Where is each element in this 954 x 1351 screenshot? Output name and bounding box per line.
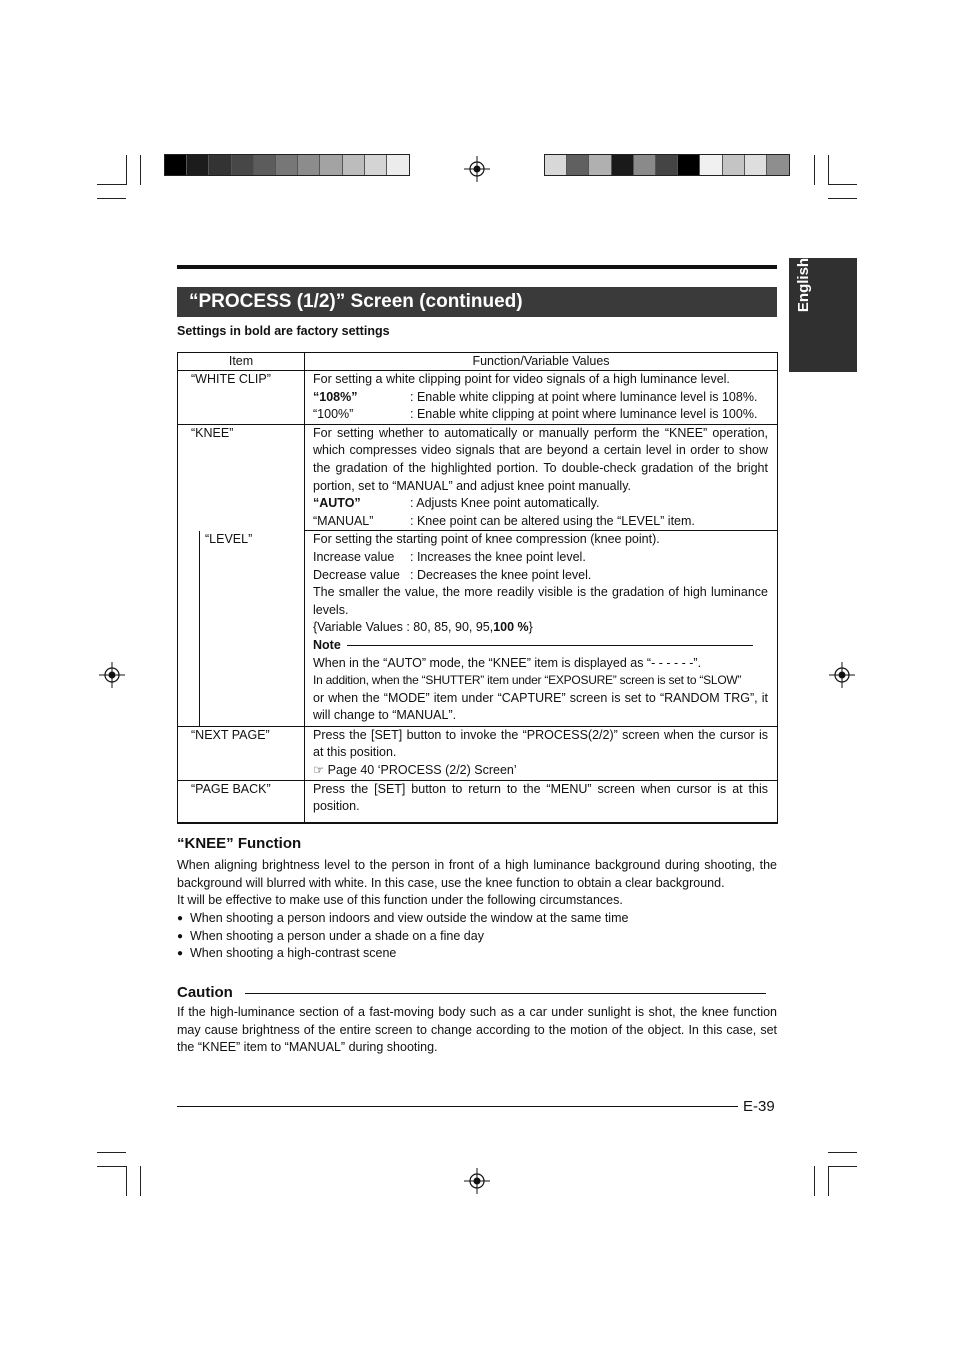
option-increase-desc: : Increases the knee point level. <box>410 549 586 564</box>
settings-note: Settings in bold are factory settings <box>177 324 390 338</box>
caution-rule <box>245 993 766 994</box>
function-next-page <box>305 726 778 780</box>
footer-rule <box>177 1106 738 1107</box>
settings-table <box>177 352 778 824</box>
color-swatch <box>767 155 789 175</box>
color-swatch-bar-right <box>544 154 790 176</box>
table-row-next-page <box>178 726 778 780</box>
option-decrease-desc: : Decreases the knee point level. <box>410 567 592 582</box>
color-swatch <box>165 155 187 175</box>
option-108: “108%” <box>313 389 358 404</box>
color-swatch <box>589 155 611 175</box>
color-swatch <box>678 155 700 175</box>
color-swatch <box>209 155 231 175</box>
color-swatch <box>320 155 342 175</box>
page-back-desc: Press the [SET] button to return to the “MENU” screen when cursor is at this position. <box>313 781 768 814</box>
color-swatch <box>545 155 567 175</box>
white-clip-desc: For setting a white clipping point for video signals of a high luminance level. <box>313 372 730 386</box>
color-swatch <box>254 155 276 175</box>
bullet-icon: ● <box>177 930 184 942</box>
function-level <box>305 531 778 727</box>
option-auto-desc: : Adjusts Knee point automatically. <box>410 496 600 511</box>
color-swatch <box>298 155 320 175</box>
crop-mark <box>140 155 141 185</box>
option-manual: “MANUAL” <box>313 513 374 528</box>
color-swatch <box>656 155 678 175</box>
color-swatch <box>187 155 209 175</box>
option-100-desc: : Enable white clipping at point where luminance level is 100%. <box>410 407 758 422</box>
crop-mark <box>828 1166 857 1167</box>
crop-mark <box>97 1152 126 1153</box>
crop-mark <box>126 1166 127 1196</box>
caution-heading: Caution <box>177 984 233 1001</box>
language-tab-label: English <box>795 257 812 313</box>
item-next-page: “NEXT PAGE” <box>178 726 305 780</box>
next-page-reference: ☞ Page 40 ‘PROCESS (2/2) Screen’ <box>313 763 517 778</box>
registration-mark-icon <box>464 156 490 182</box>
knee-function-para-2: It will be effective to make use of this function under the following circumstances. <box>177 893 623 907</box>
crop-mark <box>97 184 126 185</box>
caution-text: If the high-luminance section of a fast-moving body such as a car under sunlight is shot, the knee function may cause brightness of the entire screen to change according to the motion of the object. In this case, set the “KNEE” item to “MANUAL” during shooting. <box>177 1005 777 1055</box>
crop-mark <box>97 198 126 199</box>
function-white-clip <box>305 371 778 425</box>
item-white-clip: “WHITE CLIP” <box>178 371 305 425</box>
bullet-icon: ● <box>177 948 184 960</box>
color-swatch <box>723 155 745 175</box>
page-number: E-39 <box>743 1098 775 1115</box>
table-row-knee <box>178 424 778 531</box>
note-line-2b: or when the “MODE” item under “CAPTURE” screen is set to “RANDOM TRG”, it will change to “MANUAL”. <box>313 690 768 723</box>
crop-mark <box>828 184 857 185</box>
color-swatch <box>232 155 254 175</box>
variable-values: {Variable Values : 80, 85, 90, 95,100 %} <box>313 620 533 635</box>
list-item: ● When shooting a high-contrast scene <box>177 945 777 963</box>
list-item: ● When shooting a person indoors and view outside the window at the same time <box>177 910 777 928</box>
circumstance-list <box>177 910 777 963</box>
knee-function-heading: “KNEE” Function <box>177 835 302 852</box>
crop-mark <box>828 1152 857 1153</box>
knee-desc: For setting whether to automatically or manually perform the “KNEE” operation, which compresses video signals that are beyond a certain level in order to show the gradation of the highlighted portion. To double-check gradation of the bright portion, set to “MANUAL” and adjust knee point manually. <box>313 425 768 493</box>
color-swatch <box>612 155 634 175</box>
item-knee: “KNEE” <box>178 424 305 531</box>
option-auto: “AUTO” <box>313 496 361 511</box>
function-page-back <box>305 780 778 823</box>
note-heading: Note <box>313 637 768 655</box>
language-tab <box>789 258 857 372</box>
crop-mark <box>97 1166 126 1167</box>
color-swatch <box>276 155 298 175</box>
option-decrease: Decrease value <box>313 567 400 582</box>
knee-function-para-1: When aligning brightness level to the person in front of a high luminance background during shooting, the background will blurred with white. In this case, use the knee function to obtain a clear background. <box>177 858 777 890</box>
color-swatch <box>365 155 387 175</box>
level-desc-2: The smaller the value, the more readily visible is the gradation of high luminance levels. <box>313 585 768 617</box>
note-rule <box>347 645 753 646</box>
color-swatch <box>745 155 767 175</box>
function-knee <box>305 424 778 531</box>
header-rule <box>177 265 777 269</box>
item-level: “LEVEL” <box>205 531 253 546</box>
crop-mark <box>140 1166 141 1196</box>
crop-mark <box>126 155 127 185</box>
crop-mark <box>828 198 857 199</box>
color-swatch <box>634 155 656 175</box>
option-100: “100%” <box>313 407 354 422</box>
color-swatch-bar-left <box>164 154 410 176</box>
option-108-desc: : Enable white clipping at point where luminance level is 108%. <box>410 389 758 404</box>
level-desc: For setting the starting point of knee compression (knee point). <box>313 532 660 547</box>
registration-mark-icon <box>464 1168 490 1194</box>
table-header-row <box>178 353 778 371</box>
next-page-desc: Press the [SET] button to invoke the “PROCESS(2/2)” screen when the cursor is at this position. <box>313 727 768 760</box>
note-line-2a: In addition, when the “SHUTTER” item under “EXPOSURE” screen is set to “SLOW” <box>313 673 742 688</box>
registration-mark-icon <box>829 662 855 688</box>
option-manual-desc: : Knee point can be altered using the “LEVEL” item. <box>410 513 695 528</box>
list-item: ● When shooting a person under a shade on a fine day <box>177 928 777 946</box>
column-header-function: Function/Variable Values <box>305 353 778 371</box>
crop-mark <box>828 155 829 185</box>
table-row-level <box>178 531 778 727</box>
color-swatch <box>700 155 722 175</box>
table-row-page-back <box>178 780 778 823</box>
default-value: 100 % <box>493 620 529 635</box>
note-line-1: When in the “AUTO” mode, the “KNEE” item is displayed as “- - - - - -”. <box>313 655 702 670</box>
page-title: “PROCESS (1/2)” Screen (continued) <box>177 287 777 317</box>
option-increase: Increase value <box>313 549 395 564</box>
color-swatch <box>343 155 365 175</box>
item-page-back: “PAGE BACK” <box>178 780 305 823</box>
crop-mark <box>828 1166 829 1196</box>
color-swatch <box>387 155 409 175</box>
column-header-item: Item <box>178 353 305 371</box>
color-swatch <box>567 155 589 175</box>
crop-mark <box>814 1166 815 1196</box>
registration-mark-icon <box>99 662 125 688</box>
table-row-white-clip <box>178 371 778 425</box>
crop-mark <box>814 155 815 185</box>
bullet-icon: ● <box>177 913 184 924</box>
